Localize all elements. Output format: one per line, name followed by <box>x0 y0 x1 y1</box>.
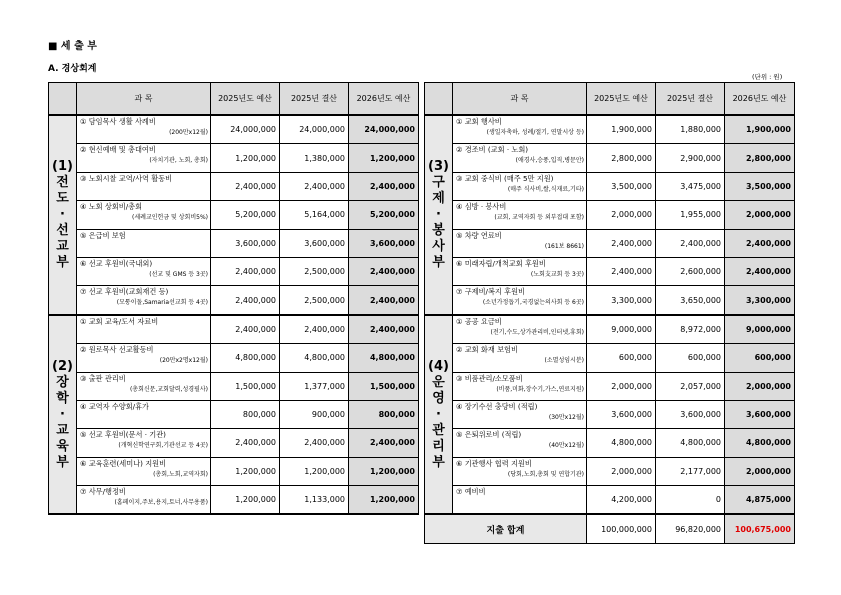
table-row <box>49 229 419 257</box>
item-settlement-2025: 5,164,000 <box>280 201 349 229</box>
item-settlement-2025: 3,600,000 <box>656 400 725 428</box>
item-note: (홈페이지,주보,용지,토너,사무용품) <box>114 499 208 507</box>
item-budget-2026: 1,900,000 <box>725 115 795 144</box>
item-budget-2026: 3,600,000 <box>349 229 419 257</box>
section-label-char: 교 <box>56 422 69 438</box>
header-budget-2026: 2026년도 예산 <box>725 83 795 116</box>
section-label-char: 구 <box>432 174 445 190</box>
item-budget-2026: 3,600,000 <box>725 400 795 428</box>
item-settlement-2025: 2,400,000 <box>656 229 725 257</box>
item-settlement-2025: 0 <box>656 486 725 515</box>
item-note: (비품,미화,장수기,가스,연료지원) <box>496 385 584 393</box>
item-budget-2025: 600,000 <box>587 344 656 372</box>
item-settlement-2025: 2,400,000 <box>280 315 349 344</box>
item-settlement-2025: 2,600,000 <box>656 257 725 285</box>
item-subject <box>453 372 587 400</box>
item-note: (매주 식사비,쌀,식재료,기타) <box>507 185 584 193</box>
item-name: ⑤ 은퇴위로비 (적립) <box>456 430 522 440</box>
item-note: (소멸성임시분) <box>544 357 584 365</box>
item-budget-2026: 1,500,000 <box>349 372 419 400</box>
item-name: ① 교회 교육/도서 자료비 <box>80 316 159 326</box>
table-row <box>425 115 795 144</box>
item-budget-2025: 2,400,000 <box>211 257 280 285</box>
item-budget-2026: 2,400,000 <box>349 315 419 344</box>
item-budget-2025: 4,800,000 <box>211 344 280 372</box>
item-subject <box>77 115 211 144</box>
item-settlement-2025: 600,000 <box>656 344 725 372</box>
item-settlement-2025: 2,400,000 <box>280 429 349 457</box>
section-label-char: 선 <box>56 222 69 238</box>
item-settlement-2025: 2,057,000 <box>656 372 725 400</box>
item-name: ⑥ 미래자립/개척교회 후원비 <box>456 258 546 268</box>
item-name: ⑦ 사무/행정비 <box>80 487 126 497</box>
table-row <box>425 257 795 285</box>
section-label-char: 부 <box>56 454 69 470</box>
table-row <box>425 400 795 428</box>
item-settlement-2025: 24,000,000 <box>280 115 349 144</box>
table-row <box>49 257 419 285</box>
section-label-char: 학 <box>56 390 69 406</box>
table-row <box>49 201 419 229</box>
item-name: ③ 노회시찰 교역/사역 활동비 <box>80 173 173 183</box>
item-budget-2025: 4,800,000 <box>587 429 656 457</box>
section-label-char: 부 <box>432 454 445 470</box>
item-subject <box>453 172 587 200</box>
header-budget-2025: 2025년도 예산 <box>211 83 280 116</box>
item-budget-2026: 24,000,000 <box>349 115 419 144</box>
item-name: ③ 출판 관리비 <box>80 373 126 383</box>
item-budget-2025: 3,300,000 <box>587 286 656 315</box>
section-label-char: 전 <box>56 174 69 190</box>
section-label-char: 리 <box>432 438 445 454</box>
table-row <box>425 172 795 200</box>
item-name: ① 공공 요금비 <box>456 316 502 326</box>
left-budget-table <box>48 82 419 515</box>
item-budget-2026: 9,000,000 <box>725 315 795 344</box>
table-row <box>49 486 419 515</box>
item-budget-2025: 1,200,000 <box>211 457 280 485</box>
item-name: ⑦ 구제비/복지 후원비 <box>456 287 525 297</box>
item-settlement-2025: 1,377,000 <box>280 372 349 400</box>
item-budget-2026: 2,400,000 <box>725 229 795 257</box>
item-name: ② 경조비 (교회 · 노회) <box>456 145 529 155</box>
item-note: (개혁신학연구회,기관선교 등 4곳) <box>118 442 208 450</box>
section-label-char: (1) <box>52 158 73 174</box>
header-subject: 과 목 <box>453 83 587 116</box>
item-settlement-2025: 3,475,000 <box>656 172 725 200</box>
total-budget-2026: 100,675,000 <box>725 514 795 543</box>
table-row <box>49 344 419 372</box>
item-note: (애경사,승풍,입직,병문안) <box>515 157 584 165</box>
item-budget-2026: 2,400,000 <box>349 429 419 457</box>
item-note: (교회, 교역자회 등 외부접대 포함) <box>494 214 584 222</box>
right-budget-table <box>424 82 795 544</box>
item-subject <box>453 286 587 315</box>
item-budget-2026: 2,000,000 <box>725 372 795 400</box>
table-row <box>425 429 795 457</box>
item-note: (소년가정돕기,국경없는의사회 등 6곳) <box>482 299 584 307</box>
header-settlement-2025: 2025년 결산 <box>656 83 725 116</box>
item-name: ② 현신예배 및 총대여비 <box>80 145 156 155</box>
header-budget-2025: 2025년도 예산 <box>587 83 656 116</box>
item-settlement-2025: 3,600,000 <box>280 229 349 257</box>
item-subject <box>77 286 211 315</box>
total-settlement-2025: 96,820,000 <box>656 514 725 543</box>
item-settlement-2025: 1,133,000 <box>280 486 349 515</box>
item-budget-2026: 3,500,000 <box>725 172 795 200</box>
item-budget-2025: 24,000,000 <box>211 115 280 144</box>
item-subject <box>77 457 211 485</box>
item-note: (전기,수도,상가관리비,인터넷,휴회) <box>490 328 584 336</box>
table-row <box>425 315 795 344</box>
table-row <box>425 144 795 172</box>
item-name: ① 교회 행사비 <box>456 117 502 126</box>
table-row <box>49 372 419 400</box>
total-label: 지출 합계 <box>425 514 587 543</box>
item-budget-2025: 2,400,000 <box>587 257 656 285</box>
table-row <box>49 286 419 315</box>
item-budget-2026: 1,200,000 <box>349 457 419 485</box>
item-subject <box>453 229 587 257</box>
item-subject <box>453 486 587 515</box>
item-settlement-2025: 4,800,000 <box>656 429 725 457</box>
item-budget-2026: 5,200,000 <box>349 201 419 229</box>
item-budget-2026: 1,200,000 <box>349 486 419 515</box>
item-note: (노회支교회 등 3곳) <box>530 270 584 278</box>
item-subject <box>453 400 587 428</box>
table-row <box>49 315 419 344</box>
item-subject <box>77 344 211 372</box>
item-settlement-2025: 1,380,000 <box>280 144 349 172</box>
item-name: ⑥ 교육훈련(세미나) 지원비 <box>80 458 167 468</box>
item-subject <box>453 144 587 172</box>
item-name: ⑦ 선교 후원비(교회재건 등) <box>80 287 169 297</box>
item-name: ⑦ 예비비 <box>456 487 486 497</box>
item-budget-2026: 3,300,000 <box>725 286 795 315</box>
item-note: (선교 및 GMS 등 3곳) <box>149 270 208 278</box>
item-name: ④ 노회 상회비/총회 <box>80 202 143 212</box>
item-budget-2025: 3,600,000 <box>587 400 656 428</box>
item-budget-2026: 2,400,000 <box>725 257 795 285</box>
section-label-char: 운 <box>432 374 445 390</box>
item-settlement-2025: 2,400,000 <box>280 172 349 200</box>
section-label-char: 부 <box>432 254 445 270</box>
item-budget-2026: 1,200,000 <box>349 144 419 172</box>
table-row <box>49 400 419 428</box>
item-note: (200만x12월) <box>169 129 208 136</box>
item-name: ② 교회 화재 보험비 <box>456 345 518 355</box>
table-row <box>49 144 419 172</box>
section-label-char: · <box>436 406 441 422</box>
item-subject <box>77 372 211 400</box>
item-name: ③ 교회 중식비 (매주 5만 지원) <box>456 173 554 183</box>
table-row <box>425 344 795 372</box>
section-label-char: 영 <box>432 390 445 406</box>
item-note: (세례교인헌금 및 상회비5%) <box>132 214 208 222</box>
item-name: ⑥ 선교 후원비(국내외) <box>80 258 153 268</box>
item-subject <box>77 257 211 285</box>
section-heading: ■ 세 출 부 <box>48 41 97 52</box>
table-row <box>425 201 795 229</box>
item-note: (20만x2명x12월) <box>159 357 208 365</box>
item-name: ④ 장기수선 충당비 (적립) <box>456 401 538 411</box>
section-label-char: 장 <box>56 374 69 390</box>
unit-label: (단위 : 원) <box>752 73 783 81</box>
item-subject <box>77 172 211 200</box>
item-note: (총회신문,교회달력,성경필사) <box>129 385 208 393</box>
item-budget-2026: 2,400,000 <box>349 172 419 200</box>
item-budget-2026: 600,000 <box>725 344 795 372</box>
item-settlement-2025: 900,000 <box>280 400 349 428</box>
item-settlement-2025: 1,955,000 <box>656 201 725 229</box>
section-label-char: 제 <box>432 190 445 206</box>
section-label-char: · <box>60 206 65 222</box>
item-subject <box>453 201 587 229</box>
item-subject <box>453 315 587 344</box>
item-name: ⑤ 선교 후원비(문서 · 기관) <box>80 430 166 440</box>
item-note: (161보 8661) <box>544 242 584 250</box>
header-budget-2026: 2026년도 예산 <box>349 83 419 116</box>
item-settlement-2025: 2,900,000 <box>656 144 725 172</box>
item-budget-2026: 800,000 <box>349 400 419 428</box>
item-name: ⑤ 차량 연료비 <box>456 230 502 240</box>
section-label-char: 사 <box>432 238 445 254</box>
item-settlement-2025: 2,500,000 <box>280 257 349 285</box>
section-label-char: (3) <box>428 158 449 174</box>
item-subject <box>77 315 211 344</box>
item-budget-2026: 2,400,000 <box>349 286 419 315</box>
item-budget-2025: 9,000,000 <box>587 315 656 344</box>
item-subject <box>453 257 587 285</box>
item-subject <box>453 344 587 372</box>
item-subject <box>77 229 211 257</box>
item-subject <box>77 201 211 229</box>
table-row <box>49 429 419 457</box>
item-name: ④ 교역자 수양회/휴가 <box>80 401 149 411</box>
item-budget-2025: 800,000 <box>211 400 280 428</box>
item-budget-2026: 4,875,000 <box>725 486 795 515</box>
item-budget-2025: 3,500,000 <box>587 172 656 200</box>
section-label-char: 교 <box>56 238 69 254</box>
item-note: (생일자축하, 성례/절기, 연말시상 등) <box>486 129 584 136</box>
item-note: (총회,노회,교역자회) <box>153 470 208 478</box>
item-note: (30만x12월) <box>548 413 584 421</box>
section-label-char: 육 <box>56 438 69 454</box>
item-budget-2025: 2,400,000 <box>211 172 280 200</box>
item-budget-2025: 2,000,000 <box>587 201 656 229</box>
table-row <box>425 486 795 515</box>
item-subject <box>453 429 587 457</box>
item-subject <box>77 429 211 457</box>
item-name: ④ 심방 · 봉사비 <box>456 202 507 212</box>
item-settlement-2025: 4,800,000 <box>280 344 349 372</box>
item-subject <box>77 486 211 515</box>
item-budget-2025: 1,900,000 <box>587 115 656 144</box>
section-label <box>49 115 77 315</box>
item-budget-2026: 4,800,000 <box>349 344 419 372</box>
item-budget-2025: 3,600,000 <box>211 229 280 257</box>
item-budget-2026: 2,000,000 <box>725 201 795 229</box>
section-label <box>425 315 453 515</box>
item-note: (당회,노회,총회 및 연합기관) <box>507 470 584 478</box>
header-blank <box>425 83 453 116</box>
item-budget-2025: 2,800,000 <box>587 144 656 172</box>
section-label-char: 부 <box>56 254 69 270</box>
item-budget-2025: 2,400,000 <box>211 315 280 344</box>
header-blank <box>49 83 77 116</box>
item-budget-2025: 2,400,000 <box>587 229 656 257</box>
item-budget-2025: 1,200,000 <box>211 144 280 172</box>
section-label-char: · <box>436 206 441 222</box>
item-budget-2026: 2,000,000 <box>725 457 795 485</box>
item-note: (자치기관, 노회, 총회) <box>149 157 208 165</box>
item-budget-2025: 2,400,000 <box>211 286 280 315</box>
total-budget-2025: 100,000,000 <box>587 514 656 543</box>
item-budget-2026: 4,800,000 <box>725 429 795 457</box>
table-row <box>49 115 419 144</box>
item-budget-2026: 2,400,000 <box>349 257 419 285</box>
item-budget-2025: 5,200,000 <box>211 201 280 229</box>
item-name: ⑥ 기관행사 협력 지원비 <box>456 458 532 468</box>
item-name: ③ 비품관리/소모품비 <box>456 373 523 383</box>
section-label-char: 관 <box>432 422 445 438</box>
item-subject <box>77 400 211 428</box>
section-label-char: (2) <box>52 358 73 374</box>
header-subject: 과 목 <box>77 83 211 116</box>
item-budget-2025: 2,000,000 <box>587 457 656 485</box>
item-subject <box>453 457 587 485</box>
section-label-char: · <box>60 406 65 422</box>
item-name: ⑤ 은급비 보험 <box>80 230 126 240</box>
item-name: ② 원로목사 선교활동비 <box>80 345 154 355</box>
table-row <box>425 286 795 315</box>
item-budget-2025: 4,200,000 <box>587 486 656 515</box>
item-budget-2025: 2,000,000 <box>587 372 656 400</box>
table-row <box>425 372 795 400</box>
item-name: ① 담임목사 생활 사례비 <box>80 117 156 126</box>
subsection-heading: A. 경상회계 <box>48 64 97 74</box>
item-budget-2025: 1,200,000 <box>211 486 280 515</box>
header-settlement-2025: 2025년 결산 <box>280 83 349 116</box>
item-note: (모퉁이돌,Samaria선교회 등 4곳) <box>116 299 208 307</box>
item-settlement-2025: 3,650,000 <box>656 286 725 315</box>
table-row <box>49 172 419 200</box>
section-label <box>425 115 453 315</box>
item-subject <box>77 144 211 172</box>
item-note: (40만x12월) <box>548 442 584 450</box>
item-settlement-2025: 2,500,000 <box>280 286 349 315</box>
item-budget-2025: 1,500,000 <box>211 372 280 400</box>
table-row <box>425 229 795 257</box>
item-budget-2025: 2,400,000 <box>211 429 280 457</box>
table-row <box>425 457 795 485</box>
section-label <box>49 315 77 515</box>
table-row <box>49 457 419 485</box>
section-label-char: 봉 <box>432 222 445 238</box>
item-subject <box>453 115 587 144</box>
item-settlement-2025: 1,880,000 <box>656 115 725 144</box>
item-settlement-2025: 2,177,000 <box>656 457 725 485</box>
item-settlement-2025: 1,200,000 <box>280 457 349 485</box>
section-label-char: 도 <box>56 190 69 206</box>
item-budget-2026: 2,800,000 <box>725 144 795 172</box>
section-label-char: (4) <box>428 358 449 374</box>
item-settlement-2025: 8,972,000 <box>656 315 725 344</box>
